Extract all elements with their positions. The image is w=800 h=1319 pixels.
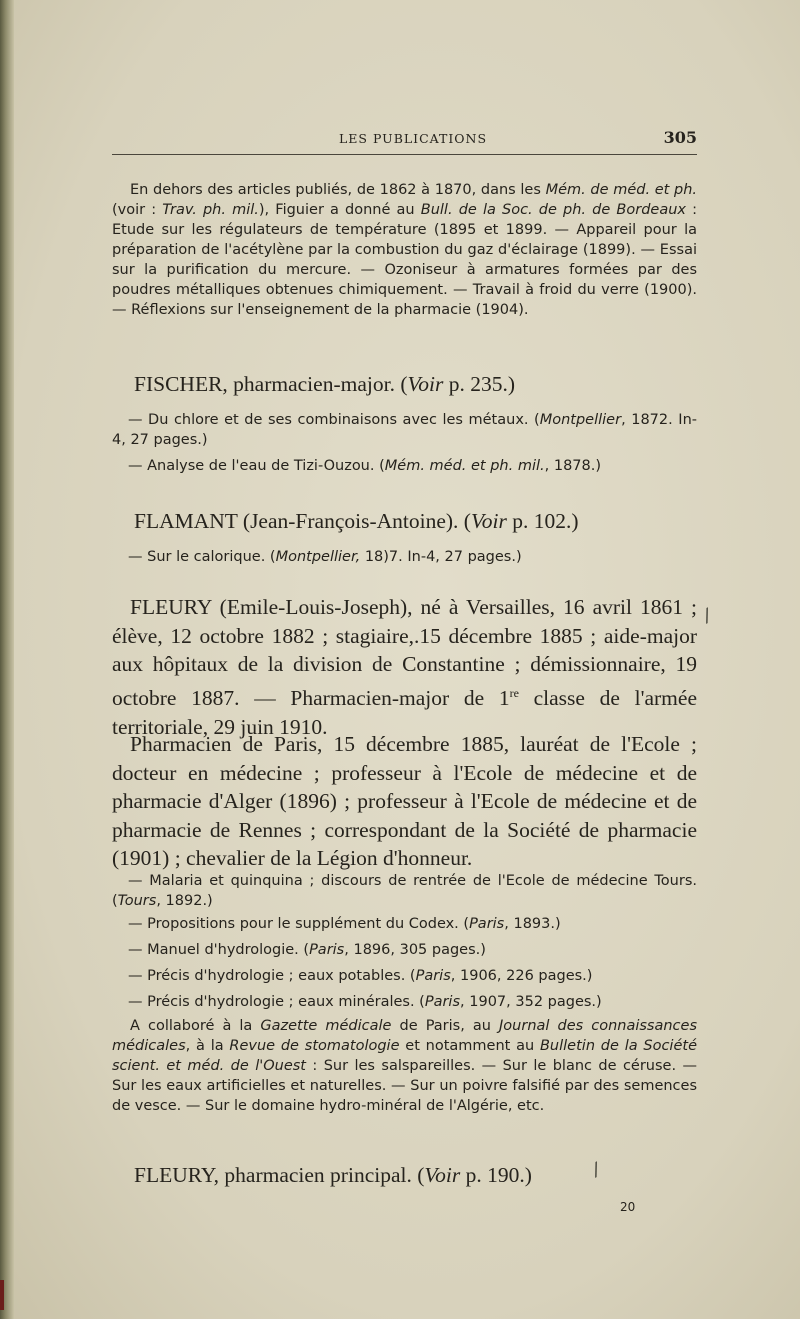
collab-journal: Journal des connaissances médicales bbox=[112, 1018, 697, 1054]
page-number: 305 bbox=[663, 128, 697, 147]
pub-place: Mém. méd. et ph. mil. bbox=[384, 458, 545, 474]
voir-ref: Voir bbox=[407, 372, 444, 396]
pub-text: — Analyse de l'eau de Tizi-Ouzou. ( bbox=[128, 458, 385, 474]
pub-place: Tours bbox=[117, 893, 157, 909]
fischer-publication bbox=[112, 456, 697, 476]
entry-fischer-heading bbox=[134, 370, 694, 398]
pub-text: — Propositions pour le supplément du Codex. ( bbox=[128, 916, 470, 932]
entry-name: FLEURY, pharmacien principal. ( bbox=[134, 1163, 425, 1187]
pub-place: Paris bbox=[424, 994, 461, 1010]
pub-place: Paris bbox=[469, 916, 505, 932]
entry-flamant-heading bbox=[134, 507, 694, 535]
ribbon-mark bbox=[0, 1280, 4, 1310]
collab-journal: Bulletin de la Société scient. et méd. de l'Ouest bbox=[112, 1038, 697, 1074]
pub-text: — Du chlore et de ses combinaisons avec les métaux. ( bbox=[128, 412, 540, 428]
fleury-biography bbox=[112, 593, 697, 741]
pub-text: , 1907, 352 pages.) bbox=[460, 994, 602, 1010]
pub-text: , 1872. In-4, 27 pages.) bbox=[112, 412, 697, 448]
fleury-publication bbox=[112, 871, 697, 911]
pencil-mark: ⁄ bbox=[700, 606, 715, 627]
collab-text: A collaboré à la bbox=[130, 1018, 261, 1034]
page-ref: p. 190.) bbox=[460, 1163, 532, 1187]
pub-text: , 1906, 226 pages.) bbox=[450, 968, 593, 984]
pub-text: , 1892.) bbox=[156, 893, 213, 909]
pub-text: 18)7. In-4, 27 pages.) bbox=[360, 549, 522, 565]
fleury-publication bbox=[112, 940, 697, 960]
pub-text: — Précis d'hydrologie ; eaux minérales. ( bbox=[128, 994, 425, 1010]
intro-text: (voir : bbox=[112, 202, 163, 218]
bio-text: Pharmacien de Paris, 15 décembre 1885, lauréat de l'Ecole ; docteur en médecine ; professeur à l'Ecole de médecine et de pharmacie d'Alger (1896) ; professeur à l'Ecole de médecine et de pharmacie de Rennes ; correspondant de la Société de pharmacie (1901) ; chevalier de la Légion d'honneur. bbox=[112, 732, 697, 871]
ordinal-sup: re bbox=[509, 685, 519, 700]
pub-text: — Manuel d'hydrologie. ( bbox=[128, 942, 310, 958]
fischer-publication bbox=[112, 410, 697, 450]
pub-place: Paris bbox=[415, 968, 451, 984]
pub-text: , 1878.) bbox=[544, 458, 602, 474]
voir-ref: Voir bbox=[470, 509, 507, 533]
fleury-publication bbox=[112, 966, 697, 986]
intro-journal: Bull. de la Soc. de ph. de Bordeaux bbox=[420, 202, 686, 218]
entry-name: FLAMANT (Jean-François-Antoine). ( bbox=[134, 509, 471, 533]
pub-text: , 1893.) bbox=[504, 916, 561, 932]
page-header bbox=[112, 128, 697, 152]
bio-text: FLEURY (Emile-Louis-Joseph), né à Versailles, 16 avril 1861 ; élève, 12 octobre 1882 ; stagiaire,.15 décembre 1885 ; aide-major aux hôpitaux de la division de Constantine ; démissionnaire, 19 octobre 1887. — Pharmacien-major de 1 bbox=[112, 595, 697, 710]
signature-mark: 20 bbox=[620, 1200, 636, 1214]
pencil-mark: ⁄ bbox=[589, 1160, 604, 1181]
pub-text: — Précis d'hydrologie ; eaux potables. ( bbox=[128, 968, 416, 984]
intro-text: : Etude sur les régulateurs de température (1895 et 1899. — Appareil pour la préparation de l'acétylène par la combustion du gaz d'éclairage (1899). — Essai sur la purification du mercure. — Ozoniseur à armatures formées par des poudres métalliques obtenues chimiquement. — Travail à froid du verre (1900). — Réflexions sur l'enseignement de la pharmacie (1904). bbox=[112, 202, 697, 318]
bio-text: classe de l'armée territoriale, 29 juin 1910. bbox=[112, 685, 697, 739]
voir-ref: Voir bbox=[424, 1163, 461, 1187]
fleury-career bbox=[112, 730, 697, 873]
pub-place: Montpellier, bbox=[275, 549, 361, 565]
fleury-collaboration bbox=[112, 1016, 697, 1116]
intro-paragraph bbox=[112, 180, 697, 320]
pub-text: — Sur le calorique. ( bbox=[128, 549, 276, 565]
intro-text: En dehors des articles publiés, de 1862 à 1870, dans les bbox=[130, 182, 546, 198]
fleury-publication bbox=[112, 914, 697, 934]
entry-fleury2-heading bbox=[134, 1161, 694, 1189]
pub-text: , 1896, 305 pages.) bbox=[344, 942, 486, 958]
intro-journal: Mém. de méd. et ph. bbox=[545, 182, 697, 198]
book-spine-shadow bbox=[0, 0, 14, 1319]
collab-text: et notamment au bbox=[399, 1038, 540, 1054]
collab-journal: Revue de stomatologie bbox=[229, 1038, 400, 1054]
collab-text: de Paris, au bbox=[391, 1018, 500, 1034]
pub-place: Montpellier bbox=[539, 412, 622, 428]
header-rule bbox=[112, 154, 697, 155]
running-head: LES PUBLICATIONS bbox=[339, 131, 488, 146]
intro-text: ), Figuier a donné au bbox=[258, 202, 421, 218]
page-ref: p. 235.) bbox=[443, 372, 515, 396]
entry-name: FISCHER, pharmacien-major. ( bbox=[134, 372, 408, 396]
collab-text: : Sur les salspareilles. — Sur le blanc de céruse. — Sur les eaux artificielles et naturelles. — Sur un poivre falsifié par des semences de vesce. — Sur le domaine hydro-minéral de l'Algérie, etc. bbox=[112, 1058, 697, 1114]
pub-place: Paris bbox=[309, 942, 345, 958]
collab-text: , à la bbox=[185, 1038, 230, 1054]
intro-journal: Trav. ph. mil. bbox=[162, 202, 259, 218]
page-ref: p. 102.) bbox=[506, 509, 579, 533]
pub-text: — Malaria et quinquina ; discours de rentrée de l'Ecole de médecine Tours. ( bbox=[112, 873, 697, 909]
fleury-publication bbox=[112, 992, 697, 1012]
collab-journal: Gazette médicale bbox=[260, 1018, 392, 1034]
flamant-publication bbox=[112, 547, 697, 567]
